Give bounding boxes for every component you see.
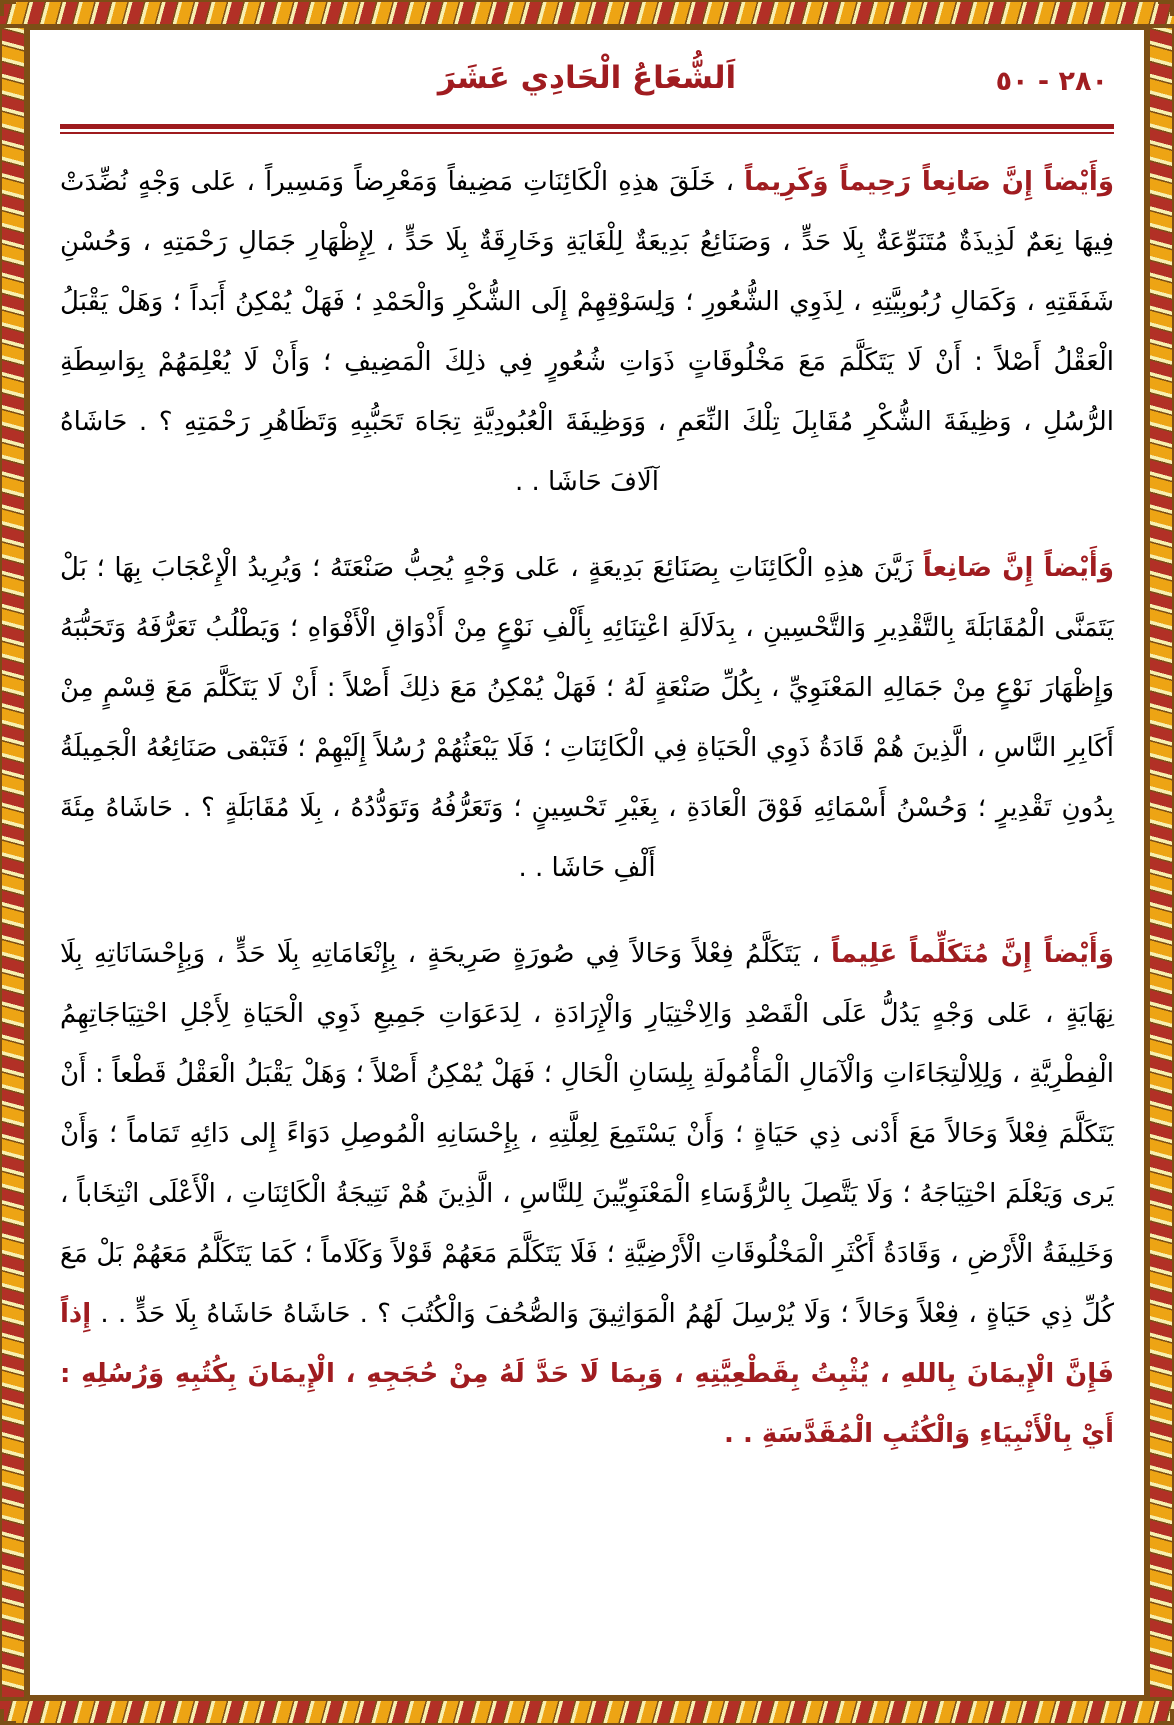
paragraph-2-lead: وَأَيْضاً إِنَّ صَانِعاً	[922, 553, 1114, 583]
corner-ornament-top-right	[1158, 0, 1174, 16]
ornate-border-top	[0, 0, 1174, 30]
paragraph-2	[60, 538, 1114, 898]
paragraph-2-text: زَيَّنَ هذِهِ الْكَائِنَاتِ بِصَنَائِعَ بَدِيعَةٍ ، عَلى وَجْهٍ يُحِبُّ صَنْعَتَهُ ؛ وَيُرِيدُ الْإِعْجَابَ بِهَا ؛ بَلْ يَتَمَنَّى الْمُقَابَلَةَ بِالتَّقْدِيرِ وَالتَّحْسِينِ ، بِدَلَالَةِ اعْتِنَائِهِ بِأَلْفِ نَوْعٍ مِنْ أَذْوَاقِ الْأَفْوَاهِ ؛ وَيَطْلُبُ تَعَرُّفَهُ وَتَحَبُّبَهُ وَإِظْهَارَ نَوْعٍ مِنْ جَمَالِهِ المَعْنَوِيِّ ، بِكُلِّ صَنْعَةٍ لَهُ ؛ فَهَلْ يُمْكِنُ مَعَ ذلِكَ أَصْلاً : أَنْ لَا يَتَكَلَّمَ مَعَ قِسْمٍ مِنْ أَكَابِرِ النَّاسِ ، الَّذِينَ هُمْ قَادَةُ ذَوِي الْحَيَاةِ فِي الْكَائِنَاتِ ؛ فَلَا يَبْعَثُهُمْ رُسُلاً إِلَيْهِمْ ؛ فَتَبْقى صَنَائِعُهُ الْجَمِيلَةُ بِدُونِ تَقْدِيرٍ ؛ وَحُسْنُ أَسْمَائِهِ فَوْقَ الْعَادَةِ ، بِغَيْرِ تَحْسِينٍ ؛ وَتَعَرُّفُهُ وَتَوَدُّدُهُ ، بِلَا مُقَابَلَةٍ ؟ . حَاشَاهُ مِئَةَ أَلْفِ حَاشَا . .	[60, 553, 1114, 883]
page-title: اَلشُّعَاعُ الْحَادِي عَشَرَ	[437, 60, 737, 96]
paragraph-3	[60, 924, 1114, 1464]
paragraph-3-text: ، يَتَكَلَّمُ فِعْلاً وَحَالاً فِي صُورَةٍ صَرِيحَةٍ ، بِإِنْعَامَاتِهِ بِلَا حَدٍّ ، وَبِإِحْسَانَاتِهِ بِلَا نِهَايَةٍ ، عَلى وَجْهٍ يَدُلُّ عَلَى الْقَصْدِ وَالِاخْتِيَارِ وَالْإِرَادَةِ ، لِدَعَوَاتِ جَمِيعِ ذَوِي الْحَيَاةِ لِأَجْلِ احْتِيَاجَاتِهِمُ الْفِطْرِيَّةِ ، وَلِلِالْتِجَاءَاتِ وَالْآمَالِ الْمَأْمُولَةِ بِلِسَانِ الْحَالِ ؛ فَهَلْ يُمْكِنُ أَصْلاً ؛ وَهَلْ يَقْبَلُ الْعَقْلُ قَطْعاً : أَنْ يَتَكَلَّمَ فِعْلاً وَحَالاً مَعَ أَدْنى ذِي حَيَاةٍ ؛ وَأَنْ يَسْتَمِعَ لِعِلَّتِهِ ، بِإِحْسَانِهِ الْمُوصِلِ دَوَاءً إِلى دَائِهِ تَمَاماً ؛ وَأَنْ يَرى وَيَعْلَمَ احْتِيَاجَهُ ؛ وَلَا يَتَّصِلَ بِالرُّؤَسَاءِ الْمَعْنَوِيِّينَ لِلنَّاسِ ، الَّذِينَ هُمْ نَتِيجَةُ الْكَائِنَاتِ ، الْأَعْلَى انْتِخَاباً ، وَخَلِيفَةُ الْأَرْضِ ، وَقَادَةُ أَكْثَرِ الْمَخْلُوقَاتِ الْأَرْضِيَّةِ ؛ فَلَا يَتَكَلَّمَ مَعَهُمْ قَوْلاً وَكَلَاماً ؛ كَمَا يَتَكَلَّمُ مَعَهُمْ بَلْ مَعَ كُلِّ ذِي حَيَاةٍ ، فِعْلاً وَحَالاً ؛ وَلَا يُرْسِلَ لَهُمُ الْمَوَاثِيقَ وَالصُّحُفَ وَالْكُتُبَ ؟ . حَاشَاهُ حَاشَاهُ بِلَا حَدٍّ . .	[60, 939, 1114, 1329]
paragraph-1-lead: وَأَيْضاً إِنَّ صَانِعاً رَحِيماً وَكَرِيماً	[744, 167, 1114, 197]
divider-thin-line	[60, 132, 1114, 134]
divider-thick-line	[60, 124, 1114, 129]
paragraph-1-text: ، خَلَقَ هذِهِ الْكَائِنَاتِ مَضِيفاً وَمَعْرِضاً وَمَسِيراً ، عَلى وَجْهٍ نُضِّدَتْ فِيهَا نِعَمٌ لَذِيذَةٌ مُتَنَوِّعَةٌ بِلَا حَدٍّ ، وَصَنَائِعُ بَدِيعَةٌ لِلْغَايَةِ وَخَارِقَةٌ بِلَا حَدٍّ ، لِإِظْهَارِ جَمَالِ رَحْمَتِهِ ، وَحُسْنِ شَفَقَتِهِ ، وَكَمَالِ رُبُوبِيَّتِهِ ، لِذَوِي الشُّعُورِ ؛ وَلِسَوْقِهِمْ إِلَى الشُّكْرِ وَالْحَمْدِ ؛ فَهَلْ يُمْكِنُ أَبَداً ؛ وَهَلْ يَقْبَلُ الْعَقْلُ أَصْلاً : أَنْ لَا يَتَكَلَّمَ مَعَ مَخْلُوقَاتٍ ذَوَاتِ شُعُورٍ فِي ذلِكَ الْمَضِيفِ ؛ وَأَنْ لَا يُعْلِمَهُمْ بِوَاسِطَةِ الرُّسُلِ ، وَظِيفَةَ الشُّكْرِ مُقَابِلَ تِلْكَ النِّعَمِ ، وَوَظِيفَةَ الْعُبُودِيَّةِ تِجَاهَ تَحَبُّبِهِ وَتَظَاهُرِ رَحْمَتِهِ ؟ . حَاشَاهُ آلَافَ حَاشَا . .	[60, 167, 1114, 497]
page-content	[30, 30, 1144, 1695]
corner-ornament-bottom-left	[0, 1709, 16, 1725]
paragraph-3-closing-red-text: إِذاً فَإِنَّ الْإِيمَانَ بِاللهِ ، يُثْبِتُ بِقَطْعِيَّتِهِ ، وَبِمَا لَا حَدَّ لَهُ مِنْ حُجَجِهِ ، الْإِيمَانَ بِكُتُبِهِ وَرُسُلِهِ : أَيْ بِالْأَنْبِيَاءِ وَالْكُتُبِ الْمُقَدَّسَةِ . .	[60, 1299, 1114, 1449]
page-header	[60, 48, 1114, 120]
paragraph-3-lead: وَأَيْضاً إِنَّ مُتَكَلِّماً عَلِيماً	[831, 939, 1115, 969]
page-body	[60, 152, 1114, 1464]
ornate-border-right	[1144, 28, 1174, 1697]
corner-ornament-bottom-right	[1158, 1709, 1174, 1725]
page-number: ٢٨٠ - ٥٠	[995, 66, 1108, 97]
ornate-border-bottom	[0, 1695, 1174, 1725]
corner-ornament-top-left	[0, 0, 16, 16]
paragraph-1	[60, 152, 1114, 512]
ornate-border-left	[0, 28, 30, 1697]
header-divider	[60, 124, 1114, 134]
